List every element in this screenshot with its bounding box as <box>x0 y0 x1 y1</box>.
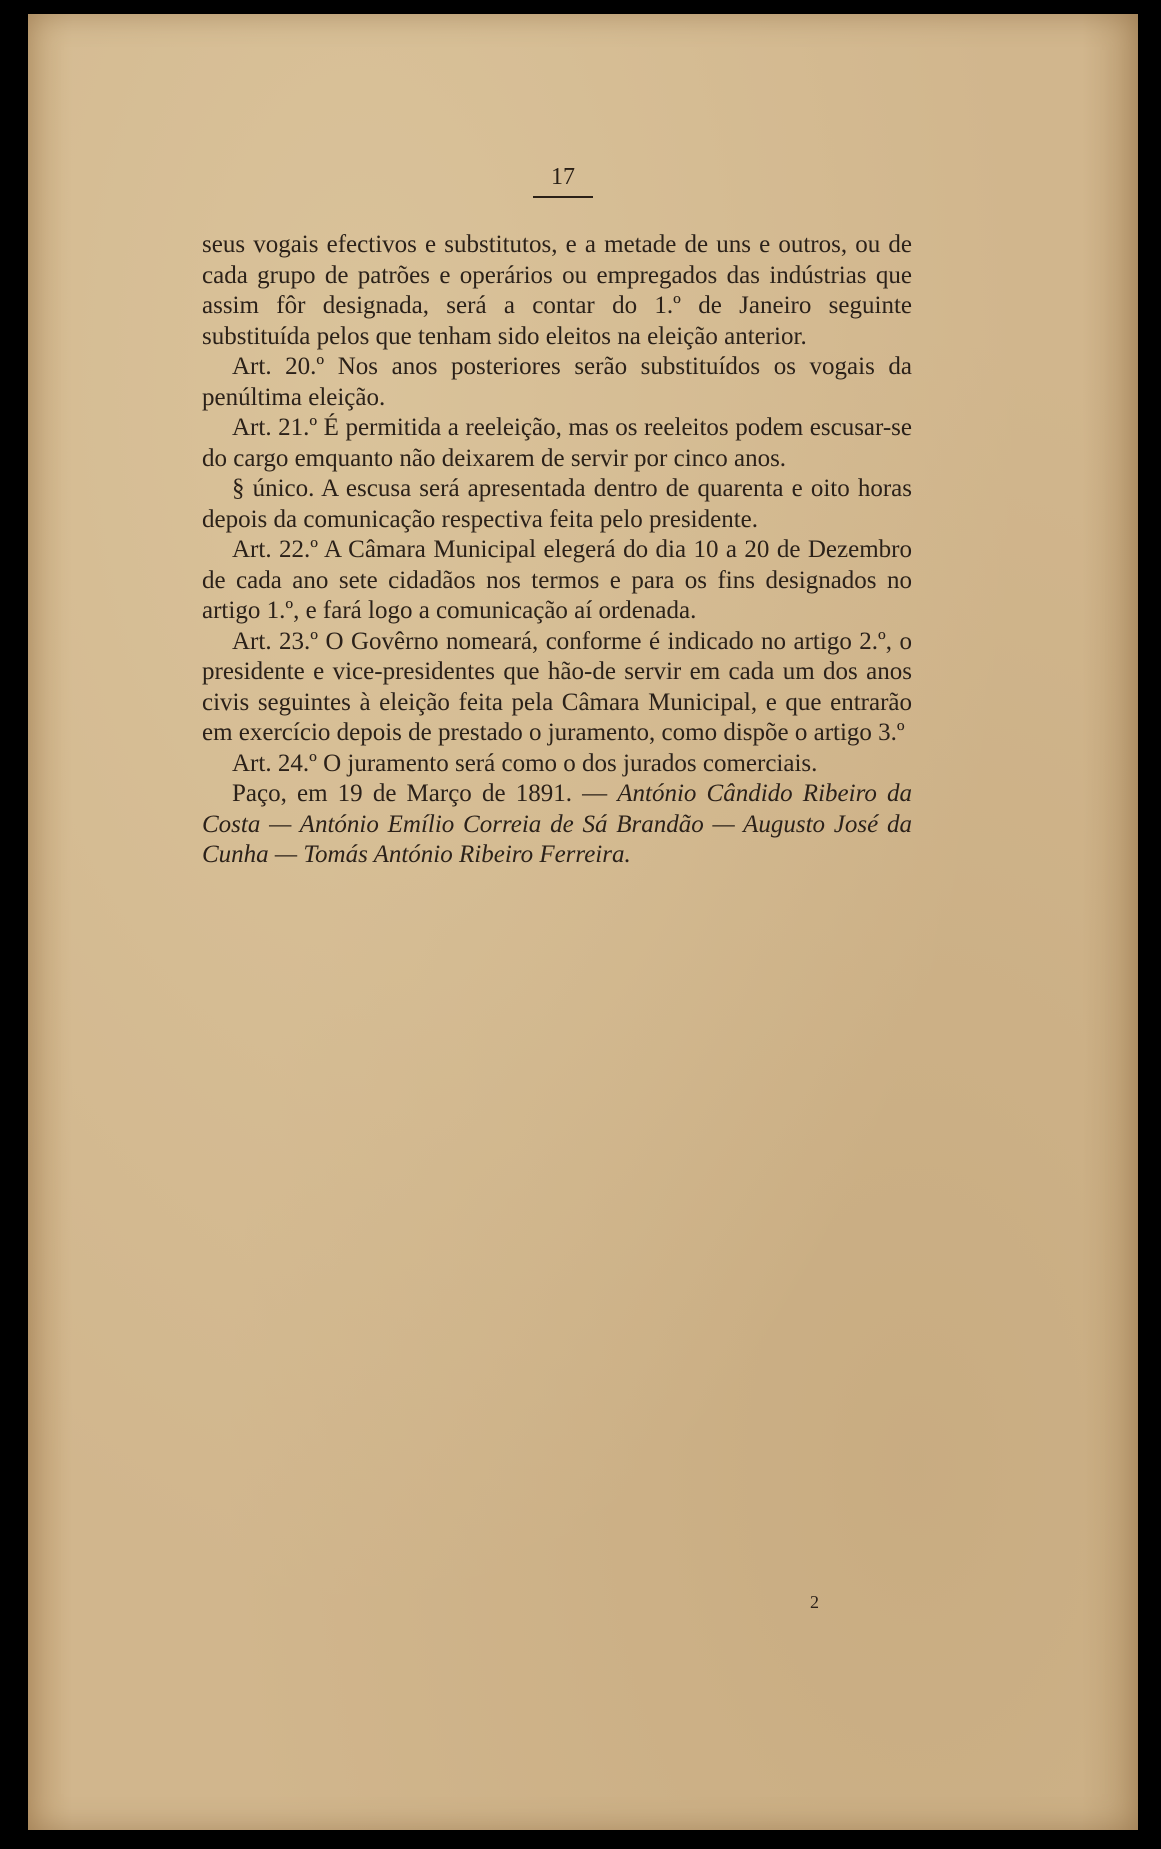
article-24: Art. 24.º O juramento será como o dos jurados comerciais. <box>232 749 818 777</box>
article-20: Art. 20.º Nos anos posteriores serão substituídos os vogais da penúltima eleição. <box>202 353 912 411</box>
signature-names: António Cândido Ribeiro da Costa — António Emílio Correia de Sá Brandão — Augusto José da Cunha — Tomás António Ribeiro Ferreira. <box>202 780 913 868</box>
article-21: Art. 21.º É permitida a reeleição, mas os reeleitos podem escusar-se do cargo emquanto não deixarem de servir por cinco anos. <box>202 414 912 472</box>
signature-block <box>202 779 912 871</box>
article-23: Art. 23.º O Govêrno nomeará, conforme é indicado no artigo 2.º, o presidente e vice-presidentes que hão-de servir em cada um dos anos civis seguintes à eleição feita pela Câmara Municipal, e que entrarão em exercício depois de prestado o juramento, como dispõe o artigo 3.º <box>202 627 912 746</box>
book-page <box>28 14 1138 1830</box>
page-number: 17 <box>533 164 593 198</box>
page-body <box>202 230 912 871</box>
continuation-paragraph: seus vogais efectivos e substitutos, e a metade de uns e outros, ou de cada grupo de patrões e operários ou empregados das indústrias que assim fôr designada, será a contar do 1.º de Janeiro seguinte substituída pelos que tenham sido eleitos na eleição anterior. <box>202 231 912 350</box>
signature-place-date: Paço, em 19 de Março de 1891. — <box>232 780 618 807</box>
article-21-unique-paragraph: § único. A escusa será apresentada dentro de quarenta e oito horas depois da comunicação respectiva feita pelo presidente. <box>202 475 912 533</box>
sheet-mark: 2 <box>810 1592 819 1612</box>
article-22: Art. 22.º A Câmara Municipal elegerá do dia 10 a 20 de Dezembro de cada ano sete cidadãos nos termos e para os fins designados no artigo 1.º, e fará logo a comunicação aí ordenada. <box>202 536 912 624</box>
